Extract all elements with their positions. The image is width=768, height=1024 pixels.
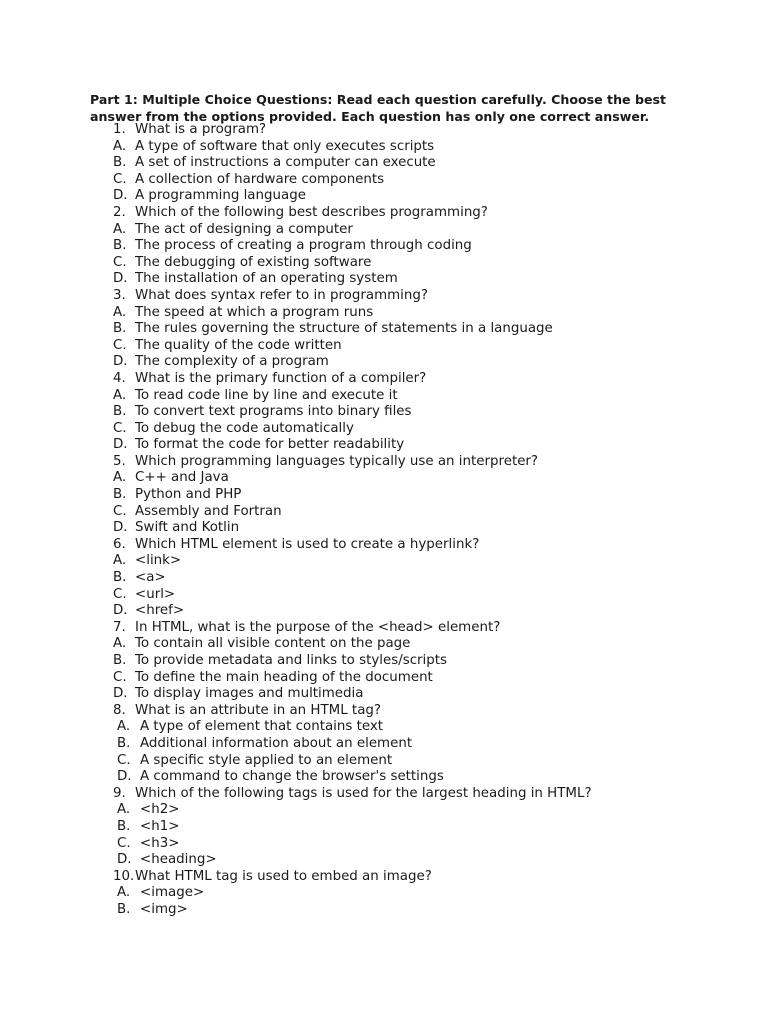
answer-option xyxy=(0,852,768,869)
option-letter: A. xyxy=(113,138,127,154)
option-text: The quality of the code written xyxy=(135,337,342,353)
answer-option xyxy=(0,470,768,487)
option-text: To contain all visible content on the page xyxy=(135,636,411,652)
question-text: What is the primary function of a compiler? xyxy=(135,370,427,386)
answer-option xyxy=(0,885,768,902)
option-text: To read code line by line and execute it xyxy=(135,387,398,403)
answer-option xyxy=(0,587,768,604)
option-letter: D. xyxy=(113,188,128,204)
question-text: What is an attribute in an HTML tag? xyxy=(135,702,382,718)
answer-option xyxy=(0,603,768,620)
instructions-heading: Part 1: Multiple Choice Questions: Read each question carefully. Choose the best answer from the options provided. Each question has only one correct answer. xyxy=(90,92,667,124)
option-letter: D. xyxy=(113,520,128,536)
option-text: The debugging of existing software xyxy=(135,254,372,270)
answer-option xyxy=(0,802,768,819)
question-text: Which programming languages typically use an interpreter? xyxy=(135,453,539,469)
option-text: To format the code for better readability xyxy=(135,437,405,453)
option-text: The complexity of a program xyxy=(135,354,329,370)
option-text: Additional information about an element xyxy=(140,735,413,751)
option-letter: D. xyxy=(113,603,128,619)
answer-option xyxy=(0,670,768,687)
answer-option xyxy=(0,155,768,172)
option-text: The act of designing a computer xyxy=(135,221,353,237)
question-text: Which HTML element is used to create a hyperlink? xyxy=(135,536,480,552)
answer-option xyxy=(0,653,768,670)
option-letter: C. xyxy=(113,337,127,353)
question xyxy=(0,703,768,720)
question-text: Which of the following best describes programming? xyxy=(135,204,488,220)
answer-option xyxy=(0,836,768,853)
option-text: To define the main heading of the document xyxy=(135,669,433,685)
question xyxy=(0,620,768,637)
option-letter: A. xyxy=(113,221,127,237)
option-letter: C. xyxy=(113,254,127,270)
option-text: A set of instructions a computer can execute xyxy=(135,155,436,171)
option-text: A type of element that contains text xyxy=(140,719,384,735)
option-letter: A. xyxy=(117,802,131,818)
option-text: Swift and Kotlin xyxy=(135,520,240,536)
answer-option xyxy=(0,388,768,405)
option-text: <h1> xyxy=(140,818,180,834)
option-letter: B. xyxy=(113,238,127,254)
answer-option xyxy=(0,421,768,438)
question-number: 1. xyxy=(113,122,126,137)
option-letter: B. xyxy=(117,818,131,834)
question xyxy=(0,371,768,388)
question-list xyxy=(0,122,768,919)
option-letter: D. xyxy=(113,271,128,287)
option-letter: B. xyxy=(113,487,127,503)
option-letter: C. xyxy=(113,420,127,436)
answer-option xyxy=(0,188,768,205)
answer-option xyxy=(0,354,768,371)
option-letter: D. xyxy=(117,852,132,868)
option-text: <heading> xyxy=(140,852,217,868)
question-text: In HTML, what is the purpose of the <head> element? xyxy=(135,619,501,635)
option-text: <link> xyxy=(135,553,182,569)
option-letter: C. xyxy=(113,586,127,602)
answer-option xyxy=(0,305,768,322)
option-text: C++ and Java xyxy=(135,470,229,486)
question-text: What is a program? xyxy=(135,122,267,137)
question-number: 7. xyxy=(113,619,126,635)
answer-option xyxy=(0,321,768,338)
option-letter: A. xyxy=(113,470,127,486)
option-text: <img> xyxy=(140,901,188,917)
option-text: The rules governing the structure of statements in a language xyxy=(135,321,553,337)
option-letter: D. xyxy=(113,354,128,370)
option-text: A programming language xyxy=(135,188,306,204)
answer-option xyxy=(0,570,768,587)
option-letter: D. xyxy=(117,769,132,785)
answer-option xyxy=(0,719,768,736)
question xyxy=(0,537,768,554)
option-text: The speed at which a program runs xyxy=(135,304,374,320)
option-letter: B. xyxy=(113,321,127,337)
question-text: Which of the following tags is used for the largest heading in HTML? xyxy=(135,785,592,801)
question-number: 2. xyxy=(113,204,126,220)
answer-option xyxy=(0,487,768,504)
option-text: <image> xyxy=(140,885,205,901)
option-letter: A. xyxy=(117,885,131,901)
option-letter: C. xyxy=(113,669,127,685)
answer-option xyxy=(0,504,768,521)
question xyxy=(0,786,768,803)
option-letter: B. xyxy=(113,404,127,420)
option-text: A collection of hardware components xyxy=(135,171,385,187)
option-letter: C. xyxy=(117,835,131,851)
option-letter: A. xyxy=(113,553,127,569)
option-text: <h2> xyxy=(140,802,180,818)
option-text: To display images and multimedia xyxy=(135,686,364,702)
question-number: 3. xyxy=(113,287,126,303)
option-letter: A. xyxy=(113,636,127,652)
option-letter: A. xyxy=(113,387,127,403)
question-text: What HTML tag is used to embed an image? xyxy=(135,868,432,884)
option-text: Python and PHP xyxy=(135,487,242,503)
option-text: Assembly and Fortran xyxy=(135,503,282,519)
answer-option xyxy=(0,636,768,653)
answer-option xyxy=(0,238,768,255)
answer-option xyxy=(0,553,768,570)
option-letter: D. xyxy=(113,686,128,702)
option-text: <url> xyxy=(135,586,176,602)
option-letter: C. xyxy=(117,752,131,768)
answer-option xyxy=(0,769,768,786)
question-number: 4. xyxy=(113,370,126,386)
answer-option xyxy=(0,139,768,156)
answer-option xyxy=(0,686,768,703)
question xyxy=(0,122,768,139)
option-letter: B. xyxy=(117,901,131,917)
answer-option xyxy=(0,271,768,288)
question-text: What does syntax refer to in programming? xyxy=(135,287,428,303)
option-letter: A. xyxy=(117,719,131,735)
question-number: 9. xyxy=(113,785,126,801)
question xyxy=(0,205,768,222)
question xyxy=(0,869,768,886)
option-text: To convert text programs into binary files xyxy=(135,404,412,420)
answer-option xyxy=(0,255,768,272)
option-text: A command to change the browser's settings xyxy=(140,769,444,785)
answer-option xyxy=(0,753,768,770)
answer-option xyxy=(0,437,768,454)
question-number: 6. xyxy=(113,536,126,552)
option-letter: C. xyxy=(113,171,127,187)
option-text: <h3> xyxy=(140,835,180,851)
answer-option xyxy=(0,404,768,421)
option-text: <href> xyxy=(135,603,185,619)
answer-option xyxy=(0,902,768,919)
question xyxy=(0,454,768,471)
answer-option xyxy=(0,736,768,753)
question-number: 8. xyxy=(113,702,126,718)
option-letter: B. xyxy=(117,735,131,751)
answer-option xyxy=(0,172,768,189)
option-letter: B. xyxy=(113,570,127,586)
answer-option xyxy=(0,222,768,239)
answer-option xyxy=(0,819,768,836)
answer-option xyxy=(0,520,768,537)
option-text: To provide metadata and links to styles/scripts xyxy=(135,653,448,668)
option-letter: D. xyxy=(113,437,128,453)
option-text: A specific style applied to an element xyxy=(140,752,393,768)
question-number: 10. xyxy=(113,868,135,884)
option-letter: B. xyxy=(113,155,127,171)
option-text: The process of creating a program through coding xyxy=(135,238,472,254)
option-text: A type of software that only executes scripts xyxy=(135,138,435,154)
question-number: 5. xyxy=(113,453,126,469)
option-letter: A. xyxy=(113,304,127,320)
option-letter: B. xyxy=(113,653,127,668)
option-text: The installation of an operating system xyxy=(135,271,398,287)
answer-option xyxy=(0,338,768,355)
question xyxy=(0,288,768,305)
option-text: To debug the code automatically xyxy=(135,420,354,436)
option-text: <a> xyxy=(135,570,166,586)
option-letter: C. xyxy=(113,503,127,519)
